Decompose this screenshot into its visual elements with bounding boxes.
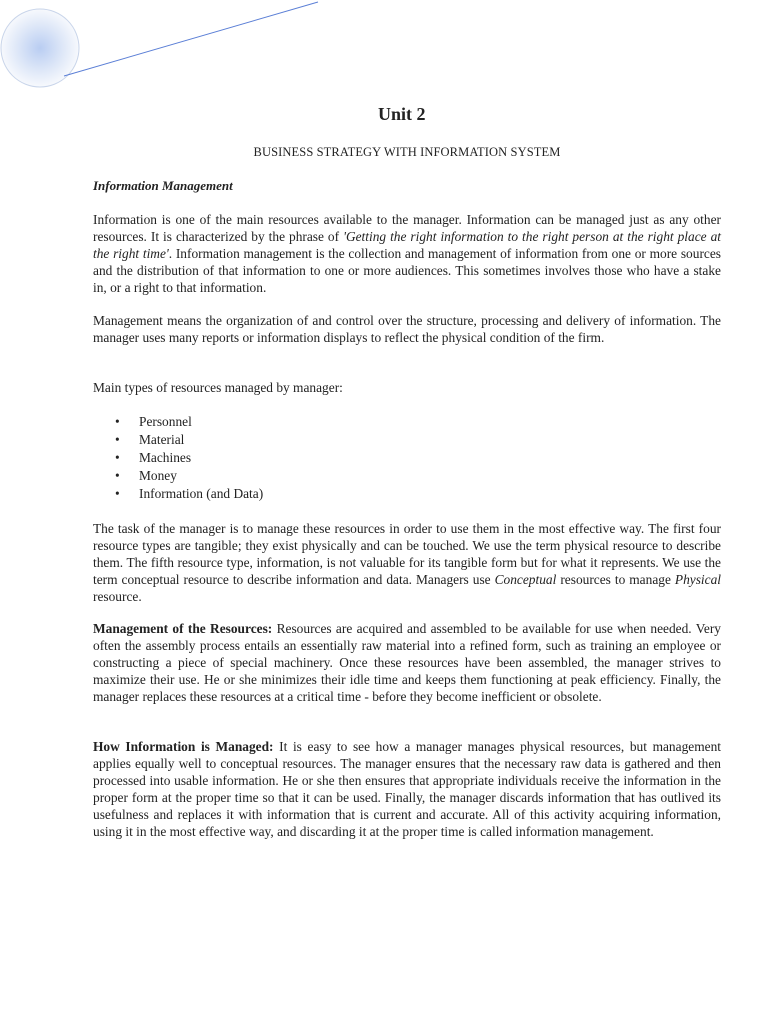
p1-text-a: Information is one of the main resources available to the manager. Information can be managed just as any other resources. It is characterized by the phrase of — [93, 212, 721, 244]
unit-title: Unit 2 — [378, 104, 426, 124]
p6-lead: How Information is Managed: — [93, 739, 274, 754]
p4-emphasis-physical: Physical — [674, 572, 721, 587]
paragraph-resource-types-intro: Main types of resources managed by manager: — [93, 380, 343, 395]
list-item: • Information (and Data) — [113, 485, 263, 503]
list-item: • Personnel — [113, 413, 263, 431]
p4-text-a: The task of the manager is to manage these resources in order to use them in the most effective way. The first four resource types are tangible; they exist physically and can be touched. We use the term physical resource to describe them. The fifth resource type, information, is not valuable for its tangible form but for what it represents. We use the term conceptual resource to describe information and data. Managers use — [93, 521, 721, 587]
list-item: • Material — [113, 431, 263, 449]
resource-types-list — [113, 413, 263, 503]
document-subtitle: BUSINESS STRATEGY WITH INFORMATION SYSTEM — [253, 145, 561, 159]
decorative-header-graphic — [0, 0, 330, 100]
paragraph-management-definition: Management means the organization of and control over the structure, processing and delivery of information. The manager uses many reports or information displays to reflect the physical condition of the firm. — [93, 313, 721, 345]
p1-quote: 'Getting the right information to the right person at the right place at the right time' — [93, 229, 722, 261]
decorative-line — [64, 2, 318, 76]
p5-text: Resources are acquired and assembled to be available for use when needed. Very often the assembly process entails an essentially raw material into a refined form, such as training an employee or constructing a piece of special machinery. Once these resources have been assembled, the manager strives to maximize their use. He or she minimizes their idle time and keeps them functioning at peak efficiency. Finally, the manager replaces these resources at a critical time - before they become inefficient or obsolete. — [93, 621, 721, 704]
list-item: • Money — [113, 467, 263, 485]
p5-lead: Management of the Resources: — [93, 621, 273, 636]
p1-text-b: . Information management is the collection and management of information from one or more sources and the distribution of that information to one or more audiences. This sometimes involves those who have a stake in, or a right to that information. — [93, 246, 721, 295]
list-item: • Machines — [113, 449, 263, 467]
paragraph-management-of-resources — [93, 620, 721, 705]
section-heading: Information Management — [93, 178, 233, 193]
p4-emphasis-conceptual: Conceptual — [494, 572, 557, 587]
p4-text-b: resources to manage — [556, 572, 675, 587]
p4-text-c: resource. — [93, 589, 142, 604]
paragraph-information-definition — [93, 211, 721, 296]
p6-text: It is easy to see how a manager manages physical resources, but management applies equally well to conceptual resources. The manager ensures that the necessary raw data is gathered and then processed into usable information. He or she then ensures that appropriate individuals receive the information in the proper form at the proper time so that it can be used. Finally, the manager discards information that has outlived its usefulness and replaces it with information that is current and accurate. All of this activity acquiring information, using it in the most effective way, and discarding it at the proper time is called information management. — [93, 739, 721, 839]
paragraph-how-information-is-managed — [93, 738, 721, 840]
paragraph-manager-task — [93, 520, 721, 605]
